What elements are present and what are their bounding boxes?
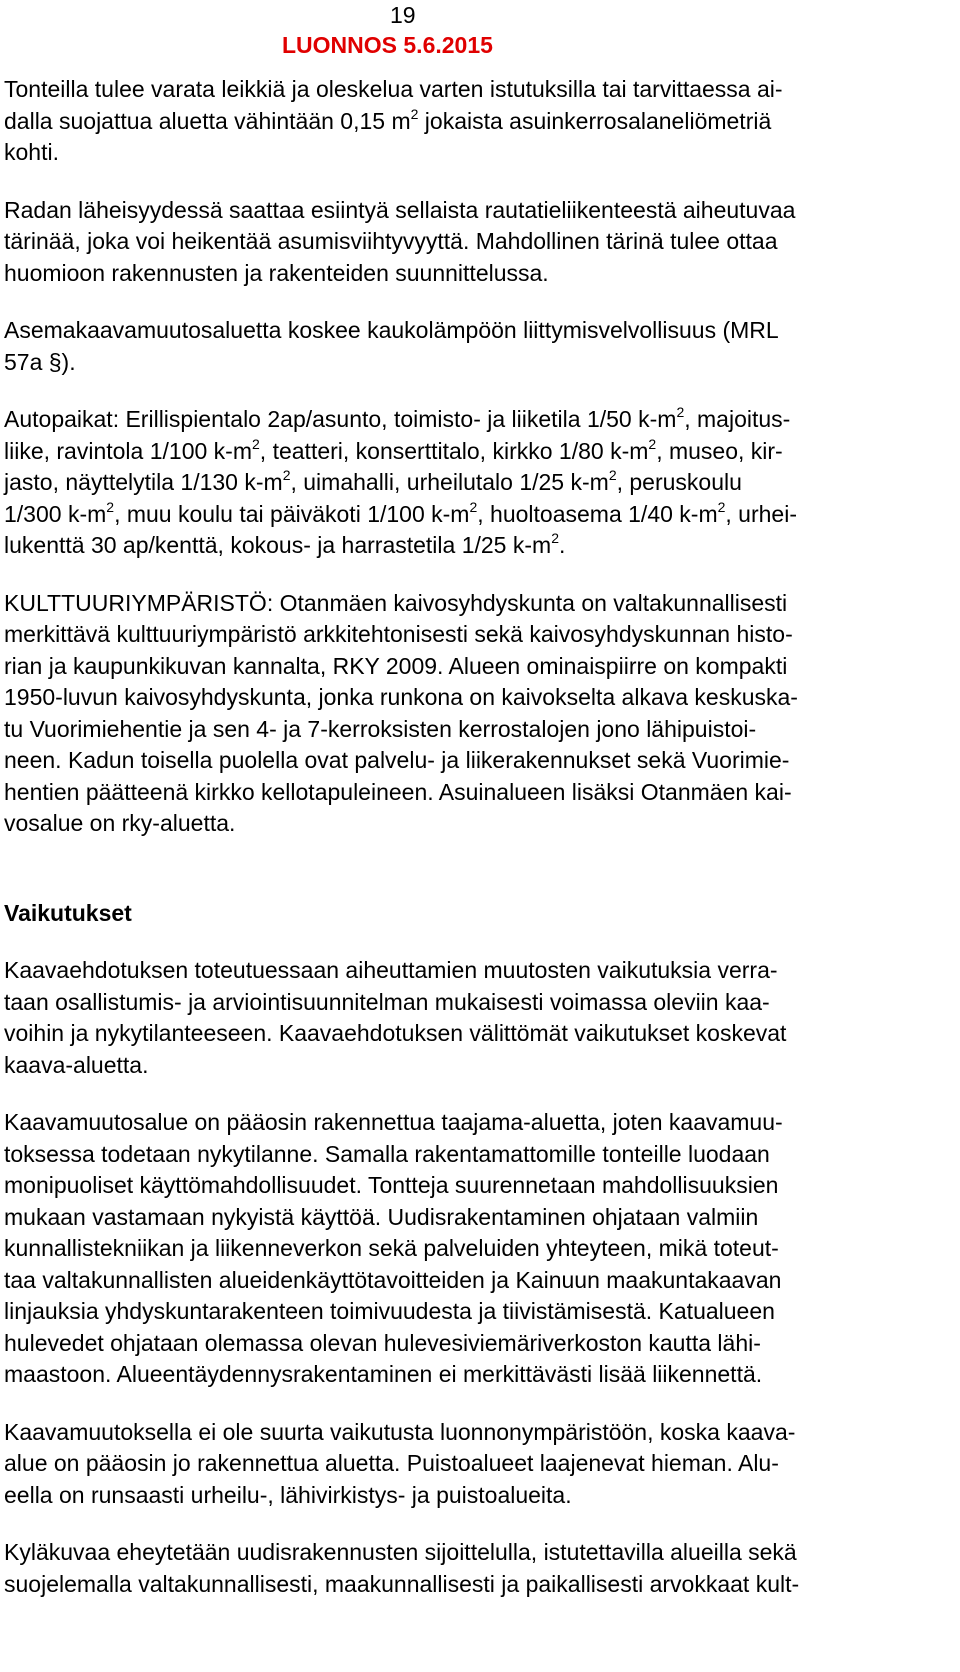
text-line: 1950-luvun kaivosyhdyskunta, jonka runkona on kaivokselta alkava keskuska-	[4, 684, 798, 710]
text-line: huomioon rakennusten ja rakenteiden suunnittelussa.	[4, 259, 549, 286]
superscript: 2	[717, 498, 726, 515]
text-line: liike, ravintola 1/100 $k-m^2$, teatteri, konserttitalo, kirkko 1/80 $k-m^2$, museo, kir-	[4, 435, 783, 464]
text-line: toksessa todetaan nykytilanne. Samalla rakentamattomille tonteille luodaan	[4, 1140, 770, 1167]
paragraph	[4, 1537, 954, 1600]
text-line: dalla suojattua aluetta vähintään 0,15 $m^2$ jokaista asuinkerrosalaneliömetriä	[4, 105, 772, 134]
text-line: Kaavamuutoksella ei ole suurta vaikutusta luonnonympäristöön, koska kaava-	[4, 1418, 796, 1445]
text-line: Kaavamuutosalue on pääosin rakennettua taajama-aluetta, joten kaavamuu-	[4, 1109, 783, 1135]
text-line: voihin ja nykytilanteeseen. Kaavaehdotuksen välittömät vaikutukset koskevat	[4, 1020, 787, 1046]
text-line: kunnallistekniikan ja liikenneverkon sekä palveluiden yhteyteen, mikä toteut-	[4, 1235, 779, 1261]
paragraph	[4, 955, 954, 1081]
text-line: eella on runsaasti urheilu-, lähivirkistys- ja puistoalueita.	[4, 1481, 572, 1508]
text-line: Kyläkuvaa eheytetään uudisrakennusten sijoittelulla, istutettavilla alueilla sekä	[4, 1539, 797, 1565]
text-line: hulevedet ohjataan olemassa olevan hulevesiviemäriverkoston kautta lähi-	[4, 1329, 761, 1356]
text-line: tärinää, joka voi heikentää asumisviihtyvyyttä. Mahdollinen tärinä tulee ottaa	[4, 228, 778, 254]
superscript: 2	[551, 530, 559, 547]
text-line: taan osallistumis- ja arviointisuunnitelman mukaisesti voimassa oleviin kaa-	[4, 988, 770, 1015]
superscript: 2	[106, 498, 115, 515]
paragraph	[4, 1417, 954, 1512]
text-line: suojelemalla valtakunnallisesti, maakunnallisesti ja paikallisesti arvokkaat kult-	[4, 1570, 800, 1597]
superscript: 2	[608, 467, 617, 484]
paragraph	[4, 195, 954, 290]
paragraph	[4, 1107, 954, 1391]
superscript: 2	[676, 404, 685, 421]
text-line: Kaavaehdotuksen toteutuessaan aiheuttamien muutosten vaikutuksia verra-	[4, 957, 778, 983]
page-number: 19	[390, 2, 416, 28]
text-line: alue on pääosin jo rakennettua aluetta. Puistoalueet laajenevat hieman. Alu-	[4, 1450, 779, 1476]
text-line: Tonteilla tulee varata leikkiä ja oleskelua varten istutuksilla tai tarvittaessa ai-	[4, 76, 783, 102]
text-line: tu Vuorimiehentie ja sen 4- ja 7-kerroksisten kerrostalojen jono lähipuistoi-	[4, 715, 757, 742]
text-line: rian ja kaupunkikuvan kannalta, RKY 2009. Alueen ominaispiirre on kompakti	[4, 652, 788, 679]
paragraph	[4, 404, 954, 562]
document-body	[4, 74, 954, 1600]
text-line: lukenttä 30 ap/kenttä, kokous- ja harrastetila 1/25 $k-m^2$.	[4, 530, 566, 558]
text-line: kaava-aluetta.	[4, 1051, 149, 1078]
text-line: Autopaikat: Erillispientalo 2ap/asunto, toimisto- ja liiketila 1/50 $k-m^2$, majoitus-	[4, 404, 791, 432]
paragraph	[4, 74, 954, 169]
superscript: 2	[252, 435, 260, 452]
text-line: Asemakaavamuutosaluetta koskee kaukolämpöön liittymisvelvollisuus (MRL	[4, 317, 779, 343]
draft-label: LUONNOS 5.6.2015	[282, 32, 493, 58]
superscript: 2	[410, 105, 419, 122]
text-line: maastoon. Alueentäydennysrakentaminen ei merkittävästi lisää liikennettä.	[4, 1361, 763, 1387]
text-line: kohti.	[4, 139, 59, 165]
text-line: 57a §).	[4, 348, 76, 375]
superscript: 2	[282, 467, 291, 484]
paragraph	[4, 315, 954, 378]
text-line: Radan läheisyydessä saattaa esiintyä sellaista rautatieliikenteestä aiheutuvaa	[4, 196, 796, 223]
text-line: neen. Kadun toisella puolella ovat palvelu- ja liikerakennukset sekä Vuorimie-	[4, 747, 790, 773]
text-line: 1/300 $k-m^2$, muu koulu tai päiväkoti 1/100 $k-m^2$, huoltoasema 1/40 $k-m^2$, urhei-	[4, 498, 797, 527]
text-line: merkittävä kulttuuriympäristö arkkitehtonisesti sekä kaivosyhdyskunnan histo-	[4, 621, 793, 647]
text-line: taa valtakunnallisten alueidenkäyttötavoitteiden ja Kainuun maakuntakaavan	[4, 1266, 782, 1293]
text-line: mukaan vastamaan nykyistä käyttöä. Uudisrakentaminen ohjataan valmiin	[4, 1203, 759, 1230]
section-heading: Vaikutukset	[4, 899, 132, 926]
text-line: hentien päätteenä kirkko kellotapuleineen. Asuinalueen lisäksi Otanmäen kai-	[4, 778, 792, 805]
paragraph	[4, 588, 954, 840]
text-line: vosalue on rky-aluetta.	[4, 810, 236, 836]
text-line: monipuoliset käyttömahdollisuudet. Tontteja suurennetaan mahdollisuuksien	[4, 1172, 779, 1198]
text-line: jasto, näyttelytila 1/130 $k-m^2$, uimahalli, urheilutalo 1/25 $k-m^2$, peruskoulu	[4, 467, 742, 495]
superscript: 2	[648, 435, 657, 452]
text-line: linjauksia yhdyskuntarakenteen toimivuudesta ja tiivistämisestä. Katualueen	[4, 1298, 775, 1324]
text-line: KULTTUURIYMPÄRISTÖ: Otanmäen kaivosyhdyskunta on valtakunnallisesti	[4, 589, 788, 616]
superscript: 2	[469, 498, 478, 515]
